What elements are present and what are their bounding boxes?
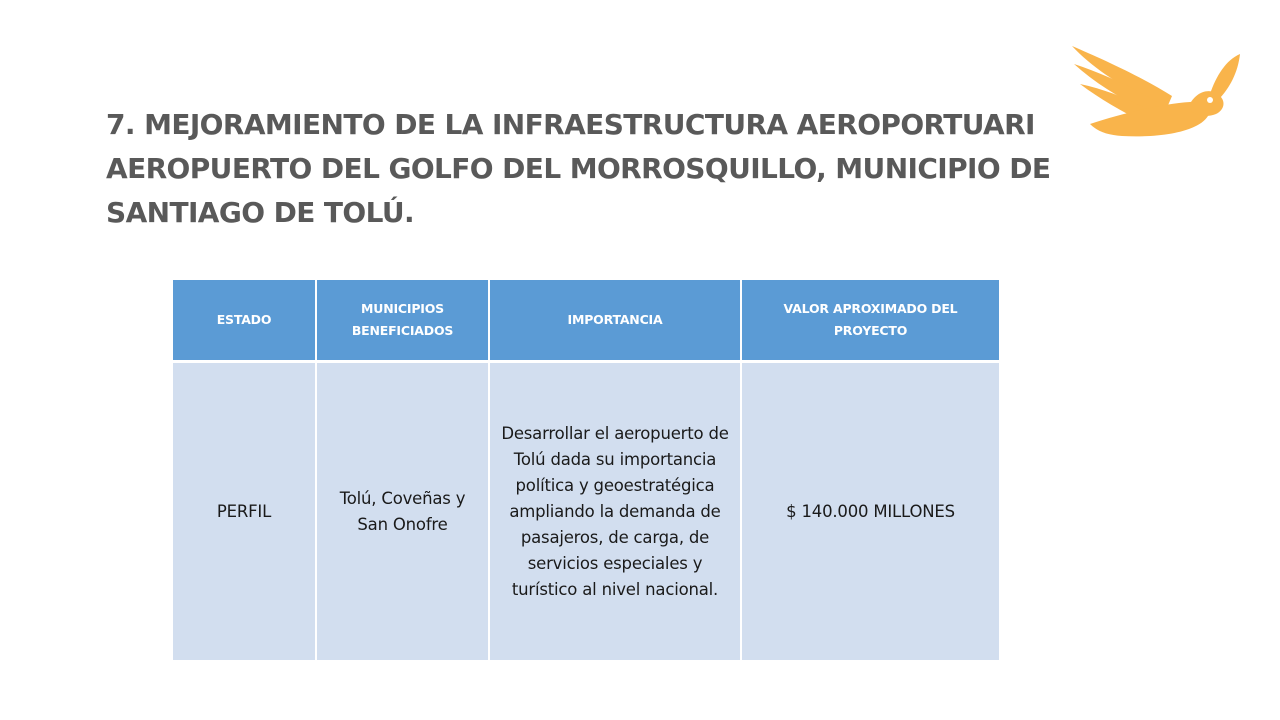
importancia-value: Desarrollar el aeropuerto de Tolú dada su importancia política y geoestratégica ampliando la demanda de pasajeros, de carga, de servicios especiales y turístico al nivel nacional.: [501, 423, 729, 599]
header-municipios: MUNICIPIOS BENEFICIADOS: [316, 280, 489, 362]
cell-estado: [173, 362, 316, 661]
cell-importancia: [489, 362, 741, 661]
page-title: [106, 103, 1076, 235]
header-valor: VALOR APROXIMADO DEL PROYECTO: [741, 280, 999, 362]
valor-value: $ 140.000 MILLONES: [786, 501, 955, 521]
title-line-3: SANTIAGO DE TOLÚ.: [106, 196, 415, 229]
project-table: [173, 280, 999, 660]
header-estado: ESTADO: [173, 280, 316, 362]
table-header-row: [173, 280, 999, 362]
cell-municipios: [316, 362, 489, 661]
title-line-2: AEROPUERTO DEL GOLFO DEL MORROSQUILLO, MUNICIPIO DE: [106, 152, 1051, 185]
estado-value: PERFIL: [216, 501, 272, 521]
municipios-value: Tolú, Coveñas y San Onofre: [339, 488, 466, 534]
bird-icon: [1060, 36, 1250, 146]
title-line-1: 7. MEJORAMIENTO DE LA INFRAESTRUCTURA AEROPORTUARI: [106, 108, 1035, 141]
table-row: [173, 362, 999, 661]
cell-valor: [741, 362, 999, 661]
header-importancia: IMPORTANCIA: [489, 280, 741, 362]
